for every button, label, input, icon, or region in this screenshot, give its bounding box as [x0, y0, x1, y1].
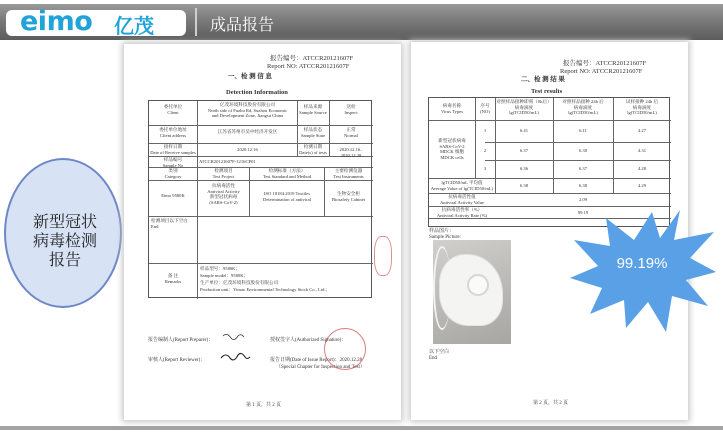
sample-24h-header: 试样接种 24h 后 病毒滴度 lg(TCID50/mL): [625, 99, 659, 116]
test-standard-value: ISO 18184:2019 Textiles Determination of antiviral: [263, 191, 311, 202]
page-seam-stamp: [374, 236, 392, 276]
virus-name: 新型冠状病毒 SARS-CoV-2 MDCK 细胞 MDCK cells: [438, 138, 466, 160]
remarks-line-2: Sample model：9580K；: [200, 273, 249, 278]
remarks-line-4: Production unit：Yimao Environmental Technology Stock Co., Ltd.；: [200, 287, 331, 292]
remarks-line-1: 样品型号：9580K；: [200, 266, 241, 271]
sample-state-value: 正常 Normal: [343, 127, 359, 138]
row-2-control-24h: 6.30: [578, 148, 588, 153]
row-2-control-0h: 6.37: [519, 148, 529, 153]
test-project-header: 检测项目 Test Project: [212, 168, 235, 179]
row-1-control-0h: 6.41: [519, 128, 529, 133]
row-2-no: 2: [483, 148, 487, 153]
average-label: lgTCID50/mL 平均值 Average Value of lg(TCID50/mL): [430, 180, 494, 191]
row-3-control-0h: 6.36: [519, 166, 529, 171]
control-24h-header: 对照样品接种 24h 后 病毒滴度 lg(TCID50/mL): [562, 99, 604, 116]
valve-image: [467, 274, 489, 296]
sample-state-label: 样品状态 Sample State: [300, 127, 326, 138]
client-address-label: 委托单位地址 Client address: [159, 127, 187, 138]
test-date-label: 检测日期 Date(s) of tests: [299, 144, 327, 155]
row-2-sample-24h: 4.31: [637, 148, 647, 153]
row-3-control-24h: 6.37: [578, 166, 588, 171]
report-number-en: Report NO: ATCCR20121607F: [560, 68, 643, 75]
report-type-label: [6, 212, 124, 269]
antiviral-rate-highlight: 99.19%: [616, 255, 668, 272]
average-control-24h: 6.38: [578, 183, 588, 188]
antiviral-rate-value: 99.19: [577, 210, 589, 215]
row-3-no: 3: [483, 166, 487, 171]
remarks-line-3: 生产单位：亿茂环境科技股份有限公司: [200, 280, 279, 285]
section-title-cn: 二、检 测 结 果: [521, 76, 565, 83]
authorized-signature-label: 授权签字人(Authorized Signature)：: [270, 338, 347, 343]
report-type-line-1: 新型冠状: [32, 212, 97, 231]
section-title-en: Test results: [531, 88, 563, 95]
client-value: 亿茂环境科技股份有限公司 North side of Fuzhu Rd, Suzhou Economic and Development Zone, Jiangsu China: [207, 102, 288, 119]
report-type-line-3: 报告: [48, 250, 81, 269]
report-number-cn: 报告编号：ATCCR20121607F: [270, 55, 354, 62]
client-label: 委托单位 Client: [163, 104, 183, 115]
mask-sample-photo: [433, 240, 511, 344]
footer-divider: [0, 426, 723, 430]
row-1-no: 1: [483, 128, 487, 133]
special-chapter-label: （Special Chapter for Inspection and Test）: [276, 365, 365, 370]
report-number-en: Report NO: ATCCR20121607F: [267, 63, 350, 70]
sample-no-label: 样品编号 Sample No: [162, 157, 184, 168]
report-number-cn: 报告编号：ATCCR20121607F: [563, 60, 647, 67]
issue-date-label: 报告日期(Date of Issue Report)：2020.12.28: [270, 358, 363, 363]
end-note: End: [429, 356, 438, 361]
antiviral-activity-label: 抗病毒活性值 Antiviral Activity Value: [439, 194, 485, 205]
row-1-sample-24h: 4.27: [637, 128, 647, 133]
page-footer: 第 1 页，共 2 页: [246, 403, 282, 408]
header-divider: [195, 8, 197, 36]
row-1-control-24h: 6.11: [579, 128, 587, 133]
brand-logo: [6, 6, 186, 38]
sample-no-value: ATCCR20121607F-1216CP01: [199, 159, 256, 164]
blank-line-note: 以下空白: [429, 350, 450, 355]
average-control-0h: 6.38: [519, 183, 529, 188]
report-preparer-label: 报告编制人(Report Preparer)：: [148, 338, 214, 343]
control-0h-header: 对照样品接种即刻（0h后） 病毒滴度 lg(TCID50/mL): [496, 99, 552, 116]
test-instruments-header: 主要检测仪器 Test Instruments: [333, 168, 364, 179]
logo-text: eimo: [20, 6, 93, 37]
remarks-label: 备 注 Remarks: [164, 273, 182, 284]
logo-cn-text: 亿茂: [114, 14, 154, 38]
row-3-sample-24h: 4.28: [637, 166, 647, 171]
receive-date-label: 接样日期 Date of Receive samples: [150, 144, 196, 155]
test-instruments-value: 生物安全柜 Biosafety Cabinet: [331, 191, 366, 202]
test-standard-header: 检测标准（方法） Test Standard and Method: [262, 168, 312, 179]
category-value: Eimo 9580K: [161, 193, 185, 198]
page-footer: 第 2 页，共 2 页: [533, 401, 569, 406]
client-address-value: 江苏省苏州市吴中经济开发区: [217, 129, 278, 134]
page-title: 成品报告: [210, 15, 275, 34]
report-type-line-2: 病毒检测: [32, 231, 97, 250]
test-date-value: 2020.12.16–2020.12.28: [339, 147, 363, 158]
sample-source-label: 样品来源 Sample Source: [299, 104, 327, 115]
virus-types-header: 病毒名称 Virus Types: [441, 103, 463, 114]
receive-date-value: 2020.12.16: [237, 147, 258, 152]
section-title-cn: 一、检 测 信 息: [228, 73, 272, 80]
detection-info-table: [148, 100, 372, 298]
test-results-table: [428, 97, 670, 227]
blank-line-note: 检测项目以下空白: [151, 218, 188, 223]
end-note: End: [151, 224, 159, 229]
average-sample-24h: 4.29: [637, 183, 647, 188]
section-title-en: Detection Information: [226, 89, 288, 96]
sequence-no-header: 序号 (NO): [480, 103, 490, 114]
inspection-seal-stamp: [324, 328, 366, 370]
sample-source-value: 送检 Inspect: [344, 104, 358, 115]
header-bar: [0, 4, 723, 40]
antiviral-activity-value: 2.09: [578, 197, 588, 202]
category-header: 类别 Category: [164, 168, 182, 179]
antiviral-rate-label: 抗病毒活性率（%） Antiviral Activity Rate (%): [436, 207, 488, 218]
report-page-1: [124, 44, 401, 420]
handwritten-signatures: [219, 330, 259, 370]
report-type-ellipse: [4, 158, 122, 308]
sample-picture-label: 样品图片： Sample Picture:: [429, 229, 461, 240]
test-project-value: 抗病毒活性 Antiviral Activity 新型冠状病毒 (SARS-CoV-2): [207, 183, 240, 205]
report-reviewer-label: 审核人(Report Reviewer)：: [148, 358, 206, 363]
